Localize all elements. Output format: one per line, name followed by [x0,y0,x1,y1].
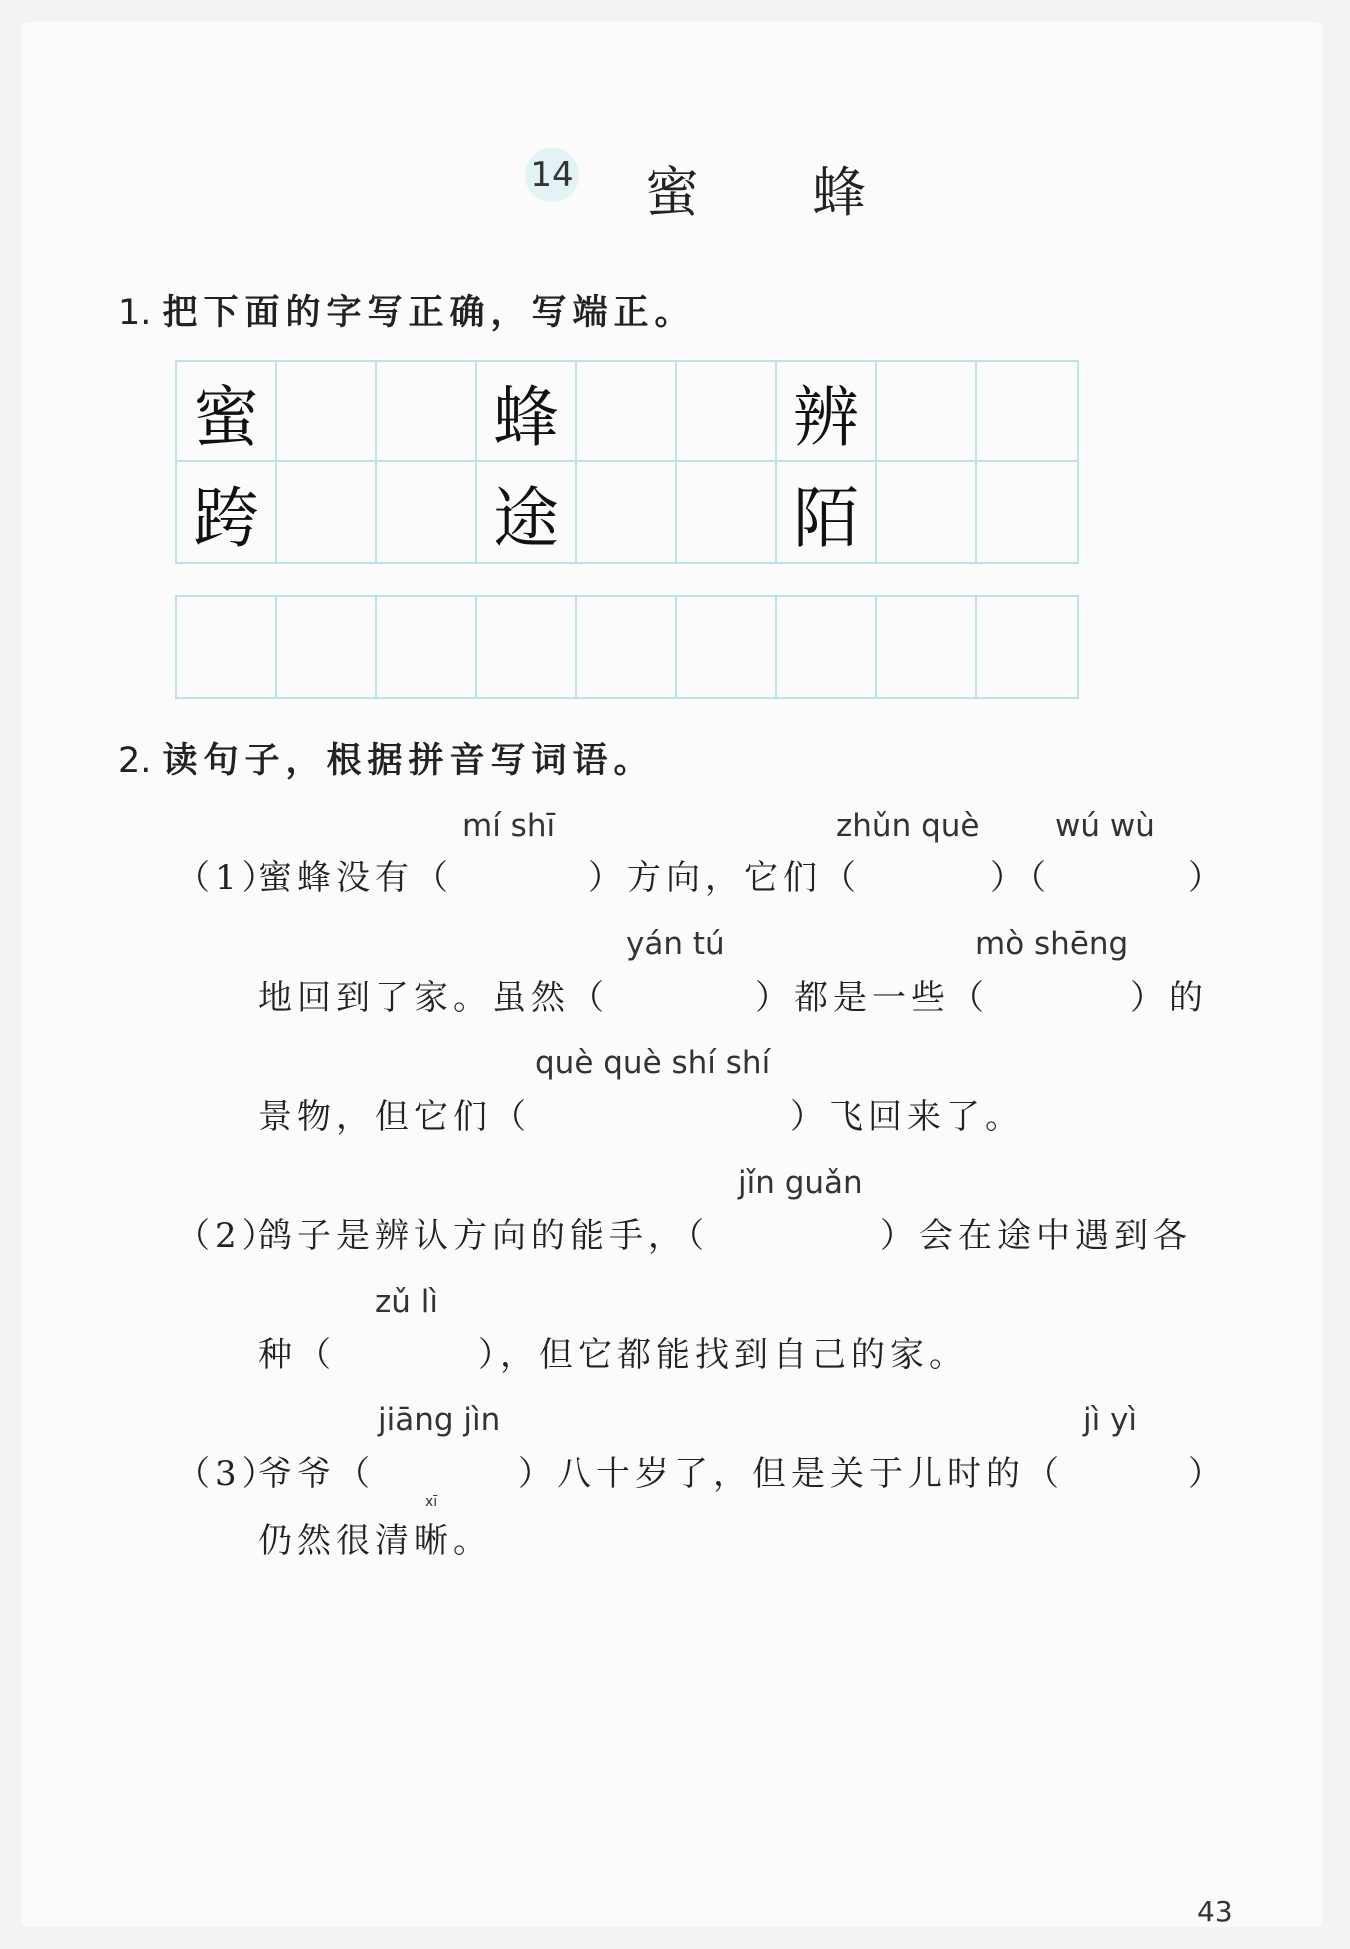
writing-cell[interactable] [977,462,1077,562]
sentence-text: ） [1188,858,1227,898]
page-number: 43 [1197,1895,1233,1928]
writing-cell[interactable] [377,462,477,562]
pinyin-hint: mò shēng [975,926,1129,962]
pinyin-hint: què què shí shí [535,1045,771,1081]
writing-cell[interactable] [877,362,977,462]
pinyin-hint: yán tú [626,926,725,962]
writing-cell[interactable] [977,597,1077,697]
writing-cell[interactable] [877,462,977,562]
item-label: （1） [176,858,281,898]
grid-cell-char: 蜜 [177,362,277,462]
sentence-text: 仍然很清晰。 [258,1521,492,1561]
grid-cell-char: 辨 [777,362,877,462]
pinyin-hint: zhǔn què [836,808,980,844]
writing-cell[interactable] [277,362,377,462]
grid-cell-char: 蜂 [477,362,577,462]
writing-cell[interactable] [577,597,677,697]
grid-cell-char: 途 [477,462,577,562]
question-number: 2. [118,741,152,781]
question-number: 1. [118,293,152,333]
sentence-text: ）的 [1130,978,1208,1018]
question-instruction: 把下面的字写正确，写端正。 [162,292,696,333]
sentence-text: ）八十岁了，但是关于儿时的（ [518,1454,1064,1494]
sentence-text: 地回到了家。虽然（ [258,978,609,1018]
item-label: （2） [176,1216,281,1256]
sentence-text: ） [1188,1454,1227,1494]
writing-cell[interactable] [977,362,1077,462]
writing-cell[interactable] [577,462,677,562]
grid-cell-char: 跨 [177,462,277,562]
sentence-text: 种（ [258,1335,336,1375]
character-writing-grid [175,360,1079,564]
writing-cell[interactable] [377,362,477,462]
sentence-text: ）会在途中遇到各 [880,1216,1192,1256]
item-label: （3） [176,1454,281,1494]
writing-cell[interactable] [177,597,277,697]
lesson-number-badge: 14 [525,148,579,202]
writing-cell[interactable] [677,597,777,697]
question-instruction: 读句子，根据拼音写词语。 [162,740,655,781]
sentence-text: 景物，但它们（ [258,1097,531,1137]
sentence-text: ）飞回来了。 [790,1097,1024,1137]
question-2-heading [118,733,655,783]
pinyin-hint: jì yì [1083,1402,1138,1438]
pinyin-annotation: xī [425,1494,438,1510]
pinyin-hint: wú wù [1055,808,1155,844]
lesson-title: 蜜 蜂 [645,161,915,224]
writing-cell[interactable] [877,597,977,697]
writing-cell[interactable] [277,597,377,697]
pinyin-hint: mí shī [462,808,556,844]
writing-cell[interactable] [677,362,777,462]
sentence-text: 蜜蜂没有（ [258,858,453,898]
pinyin-hint: jiāng jìn [378,1402,501,1438]
sentence-text: ）方向，它们（ [588,858,861,898]
blank-writing-grid [175,595,1079,699]
writing-cell[interactable] [777,597,877,697]
sentence-text: 鸽子是辨认方向的能手，（ [258,1216,709,1256]
writing-cell[interactable] [677,462,777,562]
question-1-heading [118,285,696,335]
writing-cell[interactable] [277,462,377,562]
writing-cell[interactable] [377,597,477,697]
writing-cell[interactable] [477,597,577,697]
sentence-text: 爷爷（ [258,1454,375,1494]
pinyin-hint: jǐn guǎn [738,1165,863,1201]
pinyin-hint: zǔ lì [375,1284,438,1320]
sentence-text: ）（ [990,858,1051,898]
writing-cell[interactable] [577,362,677,462]
grid-cell-char: 陌 [777,462,877,562]
sentence-text: ）都是一些（ [755,978,989,1018]
sentence-text: ），但它都能找到自己的家。 [478,1335,968,1375]
